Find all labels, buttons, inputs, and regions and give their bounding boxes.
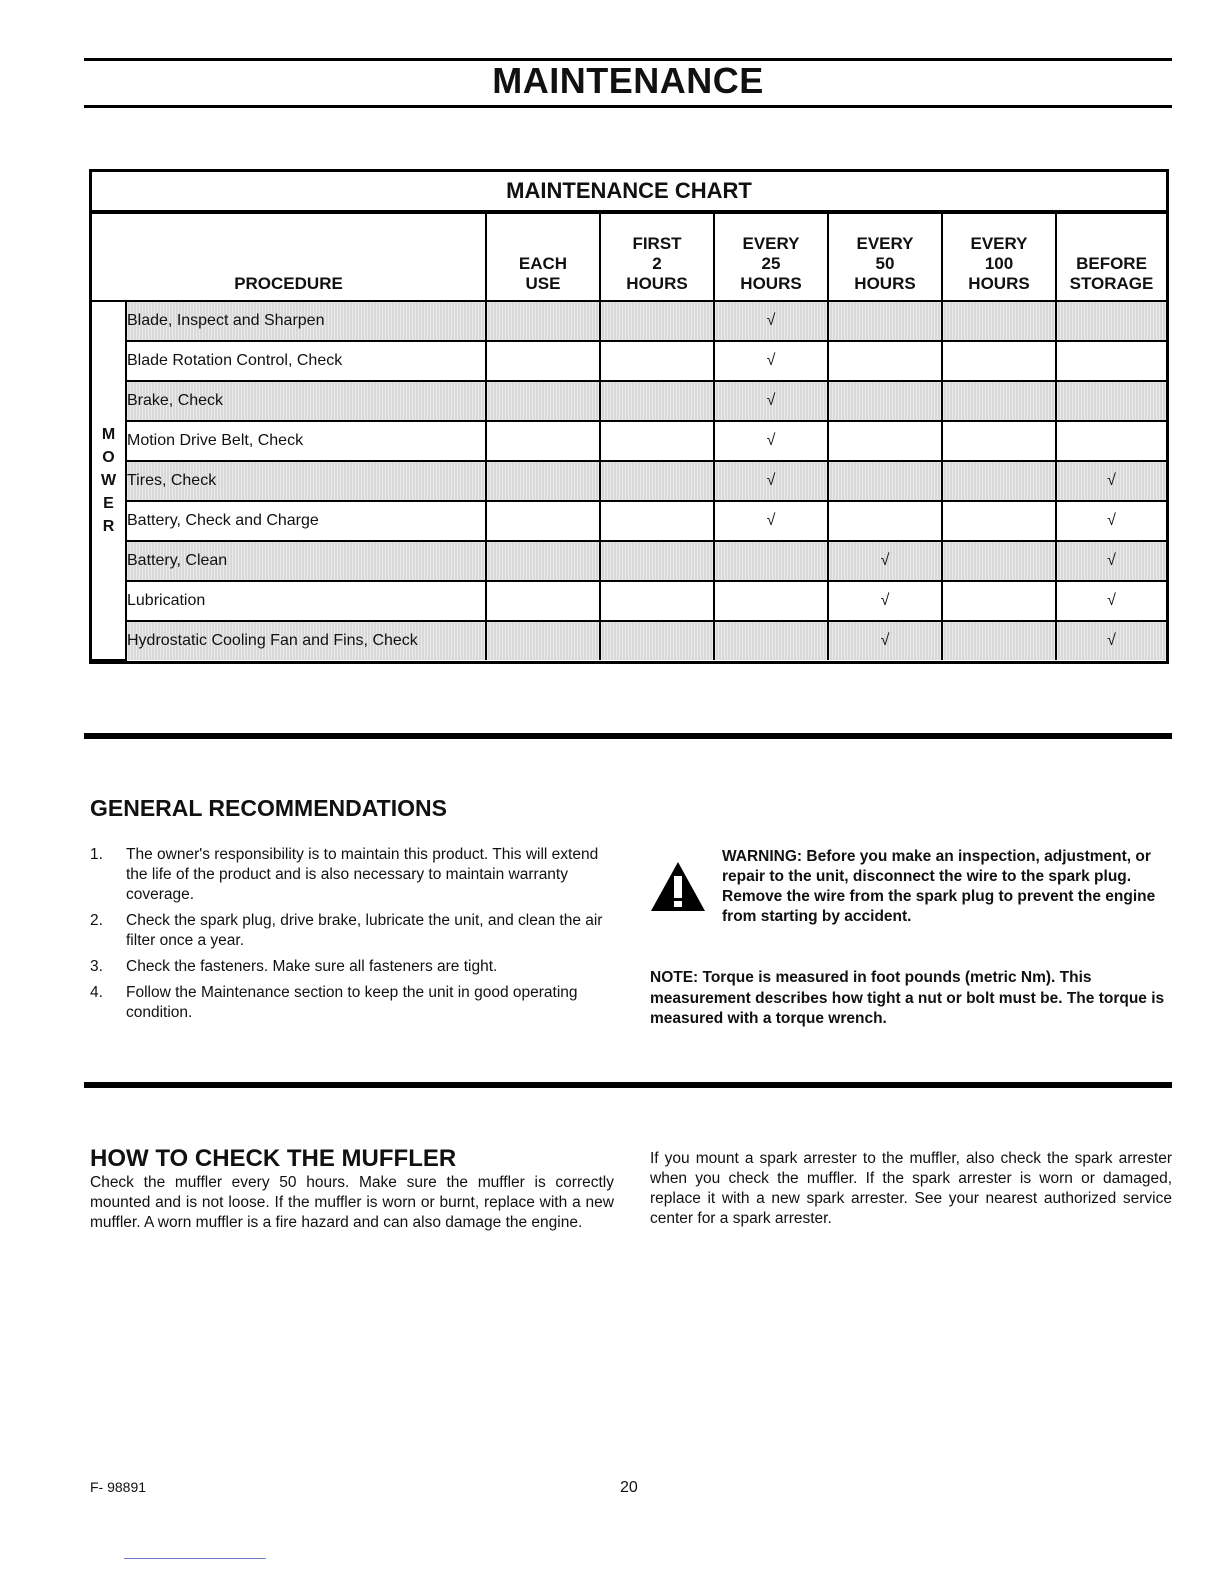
table-row [92,581,1166,621]
empty-cell [486,621,600,660]
item-text: Check the fasteners. Make sure all fasteners are tight. [126,958,498,975]
procedure-header: PROCEDURE [92,214,486,301]
check-mark-cell: √ [714,301,828,341]
list-item [90,957,615,977]
chart-title: MAINTENANCE CHART [92,172,1166,214]
empty-cell [828,421,942,461]
side-label-letters [101,423,116,538]
procedure-cell: Brake, Check [126,381,486,421]
empty-cell [942,461,1056,501]
check-mark-cell: √ [714,501,828,541]
check-mark-cell: √ [714,381,828,421]
column-header-line: 50 [875,254,895,273]
torque-note: NOTE: Torque is measured in foot pounds (metric Nm). This measurement describes how tight a nut or bolt must be. The torque is measured with a torque wrench. [650,969,1165,1027]
column-header-line: BEFORE [1076,254,1147,273]
item-text: The owner's responsibility is to maintain this product. This will extend the life of the product and is also necessary to maintain warranty coverage. [126,846,599,903]
empty-cell [1056,381,1166,421]
empty-cell [828,381,942,421]
check-mark-cell: √ [1056,501,1166,541]
check-mark-cell: √ [1056,581,1166,621]
empty-cell [486,381,600,421]
check-mark-cell: √ [828,581,942,621]
empty-cell [600,501,714,541]
check-mark-cell: √ [828,621,942,660]
empty-cell [1056,301,1166,341]
item-number: 1. [90,846,103,863]
procedure-cell: Tires, Check [126,461,486,501]
column-header-line: HOURS [854,274,916,293]
column-header [486,214,600,301]
table-row [92,541,1166,581]
empty-cell [1056,421,1166,461]
empty-cell [942,621,1056,660]
mower-side-label [92,301,126,660]
check-mark-cell: √ [1056,541,1166,581]
item-text: Check the spark plug, drive brake, lubricate the unit, and clean the air filter once a year. [126,912,603,949]
empty-cell [486,301,600,341]
column-header [942,214,1056,301]
table-row [92,421,1166,461]
procedure-cell: Hydrostatic Cooling Fan and Fins, Check [126,621,486,660]
page-number: 20 [620,1479,638,1496]
column-header [828,214,942,301]
muffler-section-title: HOW TO CHECK THE MUFFLER [90,1145,457,1172]
empty-cell [486,541,600,581]
spark-arrester-paragraph: If you mount a spark arrester to the muffler, also check the spark arrester when you check the muffler. If the spark arrester is worn or damaged, replace it with a new spark arrester. See your nearest authorized service center for a spark arrester. [650,1150,1172,1227]
chart-header-row [92,214,1166,301]
warning-triangle-icon [650,860,706,912]
column-header-line: 100 [984,254,1014,273]
empty-cell [942,381,1056,421]
empty-cell [942,581,1056,621]
empty-cell [486,461,600,501]
item-number: 2. [90,912,103,929]
empty-cell [828,301,942,341]
list-item [90,911,615,951]
empty-cell [828,461,942,501]
empty-cell [486,341,600,381]
check-mark-cell: √ [714,341,828,381]
column-header-line: EACH [518,254,568,273]
column-header-line: STORAGE [1069,274,1154,293]
header-rule-bottom [84,105,1172,108]
item-text: Follow the Maintenance section to keep the unit in good operating condition. [126,984,578,1021]
empty-cell [486,421,600,461]
column-header-line: HOURS [968,274,1030,293]
column-header-line: EVERY [742,234,800,253]
empty-cell [828,501,942,541]
document-code: F- 98891 [90,1479,147,1495]
warning-text: WARNING: Before you make an inspection, adjustment, or repair to the unit, disconnect the wire to the spark plug. Remove the wire from the spark plug to prevent the engine from starting by accident. [722,848,1156,925]
column-header-line: 2 [652,254,662,273]
empty-cell [714,621,828,660]
table-row [92,461,1166,501]
maintenance-chart [89,169,1169,664]
empty-cell [942,501,1056,541]
empty-cell [714,581,828,621]
table-row [92,341,1166,381]
check-mark-cell: √ [828,541,942,581]
section-divider [84,733,1172,739]
empty-cell [828,341,942,381]
column-header-line: HOURS [740,274,802,293]
column-header [600,214,714,301]
procedure-cell: Motion Drive Belt, Check [126,421,486,461]
recommendations-list [90,845,615,1029]
check-mark-cell: √ [714,461,828,501]
column-header-line: HOURS [626,274,688,293]
general-recommendations-title: GENERAL RECOMMENDATIONS [90,795,447,821]
empty-cell [942,421,1056,461]
column-header [1056,214,1166,301]
bottom-decorative-line [124,1558,266,1559]
side-label-letter: R [102,518,115,535]
empty-cell [600,301,714,341]
column-header-line: EVERY [970,234,1028,253]
side-label-letter: O [102,449,115,466]
muffler-paragraph: Check the muffler every 50 hours. Make sure the muffler is correctly mounted and is not loose. If the muffler is worn or burnt, replace with a new muffler. A worn muffler is a fire hazard and can also damage the engine. [90,1174,614,1231]
empty-cell [600,381,714,421]
empty-cell [942,301,1056,341]
check-mark-cell: √ [714,421,828,461]
page-title: MAINTENANCE [492,60,764,101]
check-mark-cell: √ [1056,461,1166,501]
item-number: 4. [90,984,103,1001]
chart-table [92,214,1166,661]
procedure-cell: Battery, Clean [126,541,486,581]
empty-cell [600,421,714,461]
list-item [90,845,615,905]
list-item [90,983,615,1023]
side-label-letter: M [101,426,116,443]
column-header-line: 25 [761,254,781,273]
empty-cell [942,341,1056,381]
side-label-letter: W [100,472,117,489]
side-label-letter: E [103,495,114,512]
check-mark-cell: √ [1056,621,1166,660]
column-header-line: FIRST [632,234,682,253]
empty-cell [942,541,1056,581]
procedure-cell: Blade, Inspect and Sharpen [126,301,486,341]
empty-cell [600,621,714,660]
column-header [714,214,828,301]
chart-body [92,301,1166,660]
table-row [92,381,1166,421]
empty-cell [1056,341,1166,381]
empty-cell [486,501,600,541]
empty-cell [486,581,600,621]
empty-cell [714,541,828,581]
procedure-cell: Blade Rotation Control, Check [126,341,486,381]
column-header-line: EVERY [856,234,914,253]
empty-cell [600,581,714,621]
empty-cell [600,341,714,381]
column-header-line: USE [525,274,561,293]
table-row [92,501,1166,541]
empty-cell [600,541,714,581]
item-number: 3. [90,958,103,975]
table-row [92,301,1166,341]
procedure-cell: Battery, Check and Charge [126,501,486,541]
section-divider [84,1082,1172,1088]
table-row [92,621,1166,660]
empty-cell [600,461,714,501]
procedure-cell: Lubrication [126,581,486,621]
